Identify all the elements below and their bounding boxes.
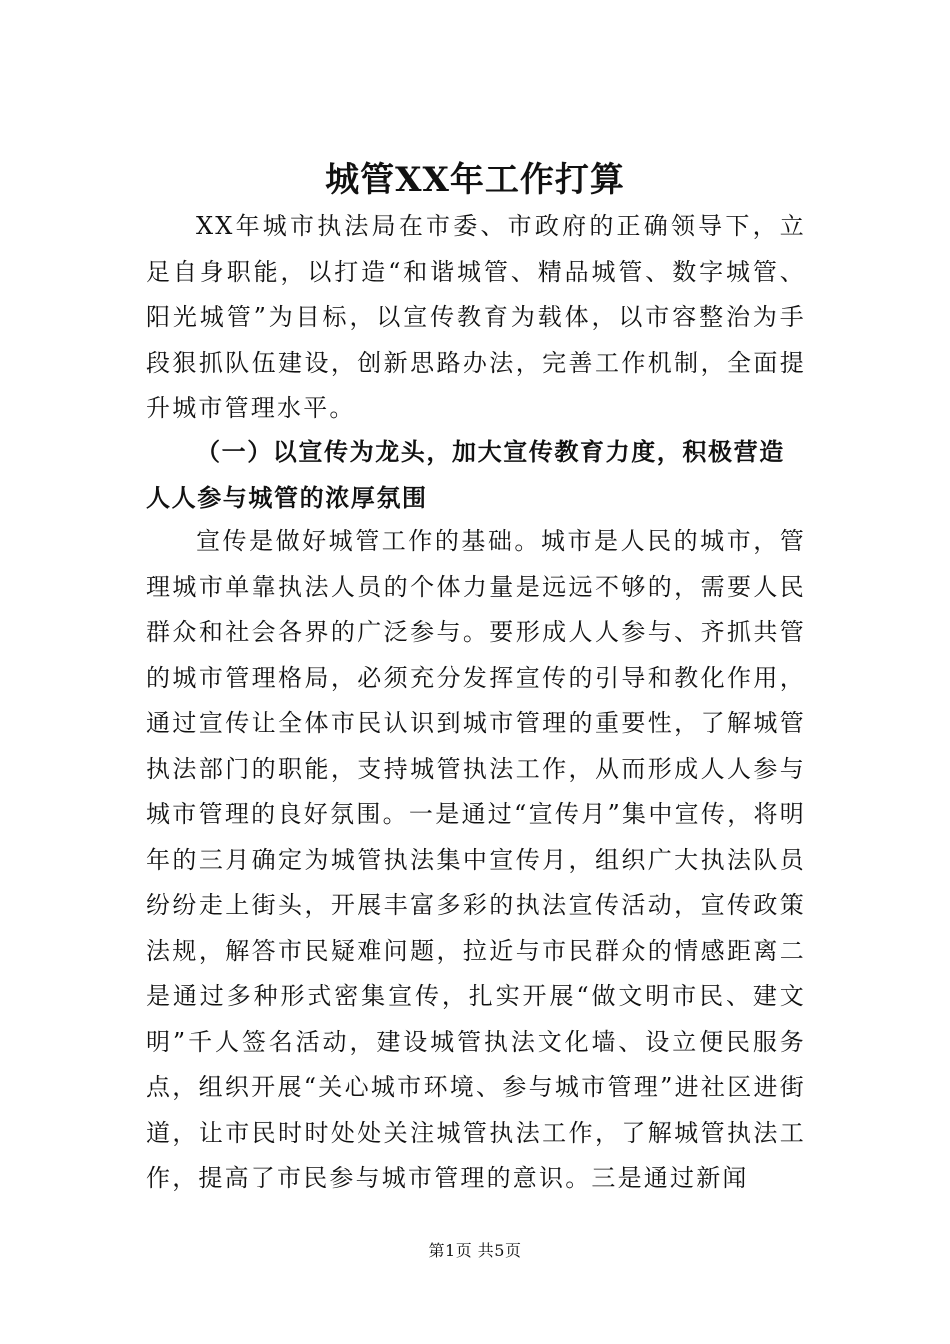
page-footer: 第1页 共5页 [428, 1241, 522, 1260]
body-paragraph: 宣传是做好城管工作的基础。城市是人民的城市，管理城市单靠执法人员的个体力量是远远不够的，需要人民群众和社会各界的广泛参与。要形成人人参与、齐抓共管的城市管理格局，必须充分发挥宣传的引导和教化作用，通过宣传让全体市民认识到城市管理的重要性，了解城管执法部门的职能，支持城管执法工作，从而形成人人参与城市管理的良好氛围。一是通过“宣传月”集中宣传，将明年的三月确定为城管执法集中宣传月，组织广大执法队员纷纷走上街头，开展丰富多彩的执法宣传活动，宣传政策法规，解答市民疑难问题，拉近与市民群众的情感距离二是通过多种形式密集宣传，扎实开展“做文明市民、建文明”千人签名活动，建设城管执法文化墙、设立便民服务点，组织开展“关心城市环境、参与城市管理”进社区进街道，让市民时时处处关注城管执法工作，了解城管执法工作，提高了市民参与城市管理的意识。三是通过新闻 [146, 527, 806, 1192]
intro-paragraph: XX年城市执法局在市委、市政府的正确领导下，立足自身职能，以打造“和谐城管、精品城管、数字城管、阳光城管”为目标，以宣传教育为载体，以市容整治为手段狠抓队伍建设，创新思路办法，完善工作机制，全面提升城市管理水平。 [146, 212, 806, 422]
section-heading: （一）以宣传为龙头，加大宣传教育力度，积极营造人人参与城管的浓厚氛围 [146, 438, 785, 512]
document-title: 城管XX年工作打算 [325, 159, 625, 200]
